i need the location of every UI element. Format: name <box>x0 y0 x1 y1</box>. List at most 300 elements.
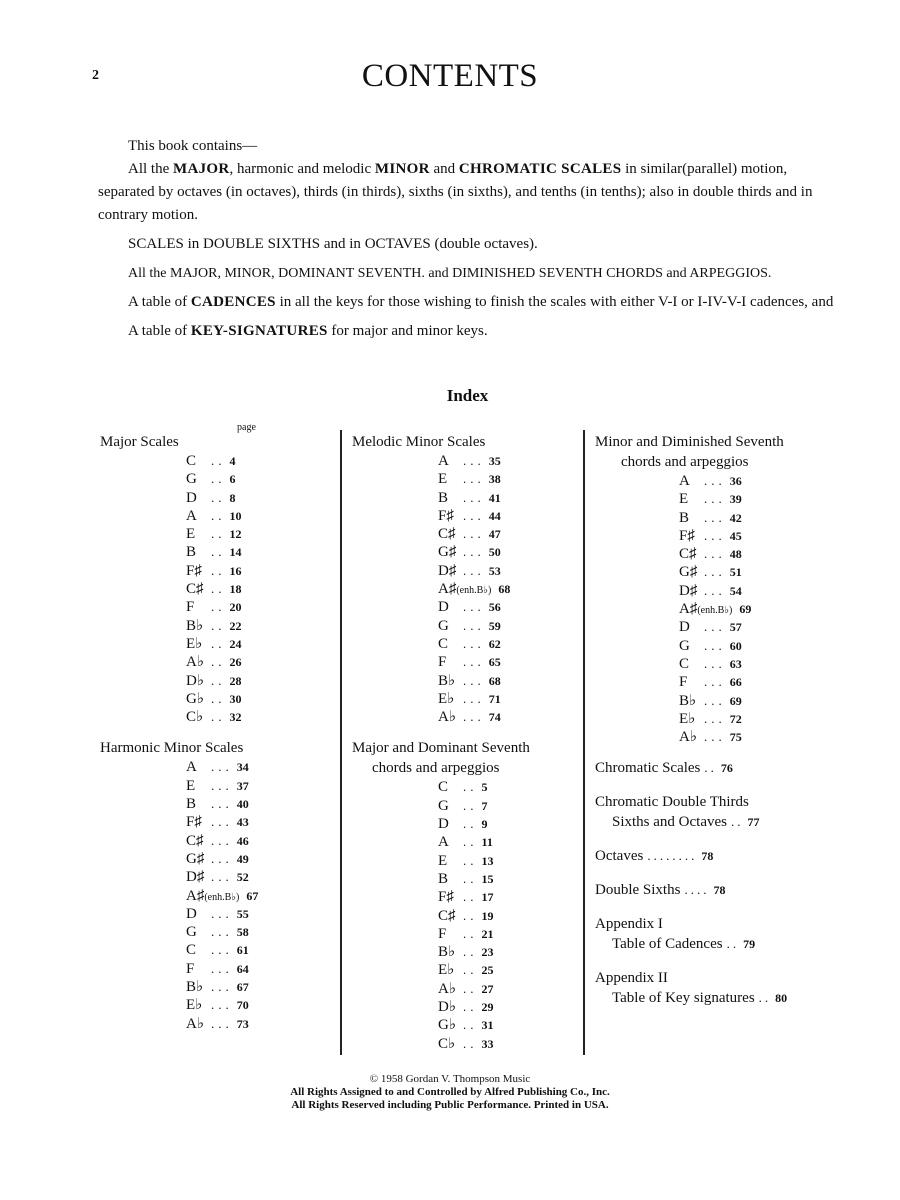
entry-page-number: 60 <box>729 638 742 653</box>
octaves-entry: Octaves ........ 78 <box>595 848 714 865</box>
entry-leader-dots: ... <box>211 850 233 866</box>
entry-page-number: 23 <box>481 945 494 960</box>
entry-leader-dots: ... <box>463 489 485 505</box>
entry-key: D <box>186 489 197 506</box>
entry-page-number: 58 <box>236 925 249 940</box>
entry-key: G♭ <box>438 1017 456 1034</box>
index-entry <box>186 452 335 470</box>
index-entry <box>186 1015 335 1033</box>
entry-key: G <box>679 637 690 654</box>
major-scales-list <box>100 452 335 726</box>
entry-page-number: 30 <box>229 691 242 706</box>
entry-key: D♭ <box>438 999 456 1016</box>
entry-page-number: 25 <box>481 963 494 978</box>
entry-page-number: 9 <box>481 817 488 832</box>
entry-leader-dots: ... <box>704 527 726 543</box>
entry-page-number: 57 <box>729 620 742 635</box>
index-entry <box>186 868 335 886</box>
copyright-notice <box>0 1073 900 1112</box>
harmonic-minor-list <box>100 758 335 1032</box>
index-entry <box>186 832 335 850</box>
entry-key: G♯ <box>679 564 698 581</box>
index-entry <box>438 797 580 815</box>
index-entry <box>438 852 580 870</box>
entry-page-number: 4 <box>229 454 236 468</box>
entry-key: E <box>186 526 196 543</box>
entry-leader-dots: ... <box>211 796 233 812</box>
entry-leader-dots: ... <box>463 635 485 651</box>
entry-key: E♭ <box>438 962 455 979</box>
entry-key: E <box>438 471 448 488</box>
entry-leader-dots: .. <box>211 581 226 597</box>
entry-leader-dots: ... <box>463 544 485 560</box>
entry-leader-dots: ... <box>211 979 233 995</box>
index-entry <box>438 580 580 598</box>
entry-leader-dots: ... <box>704 564 726 580</box>
entry-leader-dots: .. <box>211 489 226 505</box>
entry-key: F <box>186 960 195 977</box>
entry-page-number: 11 <box>481 835 493 850</box>
entry-leader-dots: .. <box>211 672 226 688</box>
entry-leader-dots: ... <box>704 692 726 708</box>
intro-paragraph-chords: All the MAJOR, MINOR, DOMINANT SEVENTH. and DIMINISHED SEVENTH CHORDS and ARPEGGIOS. <box>128 266 772 281</box>
entry-key: D <box>438 599 449 616</box>
index-entry <box>438 507 580 525</box>
entry-key: B <box>679 509 690 526</box>
entry-page-number: 26 <box>229 655 242 670</box>
intro-paragraph-sixths: SCALES in DOUBLE SIXTHS and in OCTAVES (double octaves). <box>128 236 538 252</box>
column-divider-right <box>583 430 585 1055</box>
entry-leader-dots: ... <box>463 471 485 487</box>
column-divider-left <box>340 430 342 1055</box>
index-entry <box>679 710 855 728</box>
entry-leader-dots: .. <box>211 617 226 633</box>
entry-leader-dots: .. <box>211 471 226 487</box>
entry-leader-dots: .. <box>463 907 478 923</box>
entry-page-number: 61 <box>236 943 249 958</box>
index-entry <box>186 996 335 1014</box>
entry-leader-dots: ... <box>463 526 485 542</box>
entry-leader-dots: .. <box>211 562 226 578</box>
entry-page-number: 70 <box>236 998 249 1013</box>
index-entry <box>438 1035 580 1053</box>
entry-key: A <box>438 834 449 851</box>
entry-key: F♯ <box>438 507 454 524</box>
index-entry <box>679 673 855 691</box>
entry-page-number: 63 <box>729 656 742 671</box>
entry-key: G♯ <box>438 544 457 561</box>
chromatic-scales-entry: Chromatic Scales .. 76 <box>595 760 733 777</box>
entry-page-number: 20 <box>229 600 242 615</box>
entry-page-number: 42 <box>729 510 742 525</box>
entry-page-number: 48 <box>729 547 742 562</box>
entry-leader-dots: .. <box>211 709 226 725</box>
entry-key: F♯ <box>438 889 454 906</box>
index-entry <box>679 527 855 545</box>
entry-key: A♭ <box>186 654 204 671</box>
entry-enharmonic-note: (enh.B♭) <box>697 605 733 617</box>
index-entry <box>438 690 580 708</box>
entry-page-number: 6 <box>229 472 236 487</box>
entry-key: A♭ <box>679 729 697 746</box>
entry-leader-dots: ... <box>211 942 233 958</box>
entry-key: F♯ <box>679 527 695 544</box>
entry-leader-dots: ... <box>463 654 485 670</box>
index-entry <box>438 998 580 1016</box>
entry-key: E♭ <box>186 635 203 652</box>
entry-leader-dots: ... <box>211 960 233 976</box>
entry-page-number: 51 <box>729 565 742 580</box>
entry-key: B♭ <box>438 672 456 689</box>
entry-leader-dots: ... <box>704 491 726 507</box>
entry-key: A <box>679 473 690 489</box>
entry-key: F <box>438 925 447 942</box>
index-entry <box>186 580 335 598</box>
entry-leader-dots: ... <box>211 832 233 848</box>
entry-page-number: 39 <box>729 492 742 507</box>
entry-key: C <box>438 635 449 652</box>
entry-leader-dots: .. <box>463 816 478 832</box>
index-column-3 <box>595 432 855 1008</box>
diminished-seventh-heading: Minor and Diminished Seventh <box>595 434 784 450</box>
entry-leader-dots: ... <box>211 1015 233 1031</box>
index-entry <box>679 509 855 527</box>
entry-leader-dots: .. <box>463 834 478 850</box>
entry-leader-dots: .. <box>463 944 478 960</box>
melodic-minor-list <box>352 452 580 726</box>
harmonic-minor-heading: Harmonic Minor Scales <box>100 740 244 757</box>
entry-leader-dots: ... <box>211 777 233 793</box>
dominant-seventh-subheading: chords and arpeggios <box>372 760 500 777</box>
entry-page-number: 67 <box>236 980 249 995</box>
entry-page-number: 5 <box>481 780 488 795</box>
index-entry <box>679 637 855 655</box>
diminished-seventh-subheading: chords and arpeggios <box>621 454 749 470</box>
index-entry <box>186 758 335 776</box>
entry-page-number: 67 <box>246 888 259 903</box>
entry-enharmonic-note: (enh.B♭) <box>204 891 240 903</box>
entry-page-number: 72 <box>729 711 742 726</box>
index-entry <box>186 562 335 580</box>
entry-key: A♯ <box>679 601 698 618</box>
entry-leader-dots: .. <box>463 1035 478 1051</box>
index-entry <box>438 925 580 943</box>
index-entry <box>438 943 580 961</box>
double-sixths-entry: Double Sixths .... 78 <box>595 882 726 899</box>
entry-page-number: 73 <box>236 1016 249 1031</box>
index-entry <box>438 778 580 796</box>
entry-leader-dots: ... <box>211 905 233 921</box>
entry-key: A <box>186 759 197 776</box>
index-title: Index <box>446 386 489 405</box>
entry-key: G♭ <box>186 690 204 707</box>
entry-leader-dots: ... <box>211 814 233 830</box>
entry-key: E♭ <box>186 997 203 1014</box>
index-entry <box>186 525 335 543</box>
entry-key: A♯ <box>186 887 205 904</box>
entry-page-number: 41 <box>488 490 501 505</box>
entry-leader-dots: ... <box>211 869 233 885</box>
entry-page-number: 44 <box>488 508 501 523</box>
entry-page-number: 16 <box>229 563 242 578</box>
index-entry <box>438 470 580 488</box>
index-entry <box>438 543 580 561</box>
entry-key: D♯ <box>438 562 457 579</box>
entry-key: C♯ <box>438 526 456 543</box>
entry-leader-dots: ... <box>463 453 485 468</box>
index-entry <box>679 600 855 618</box>
entry-key: A♭ <box>186 1015 204 1032</box>
entry-key: D♯ <box>679 582 698 599</box>
index-entry <box>186 941 335 959</box>
entry-key: D♭ <box>186 672 204 689</box>
entry-page-number: 62 <box>488 636 501 651</box>
entry-key: F <box>438 654 447 671</box>
entry-key: A <box>186 507 197 524</box>
entry-key: B <box>186 796 197 813</box>
index-entry <box>679 545 855 563</box>
copyright-line-2: All Rights Assigned to and Controlled by Alfred Publishing Co., Inc. <box>290 1086 610 1098</box>
entry-key: E <box>186 777 196 794</box>
entry-leader-dots: ... <box>463 562 485 578</box>
entry-key: C♭ <box>186 709 204 726</box>
intro-text <box>98 135 838 343</box>
index-entry <box>186 653 335 671</box>
entry-page-number: 35 <box>488 454 501 468</box>
entry-page-number: 7 <box>481 798 488 813</box>
entry-leader-dots: ... <box>704 655 726 671</box>
index-entry <box>679 728 855 746</box>
index-entry <box>186 978 335 996</box>
entry-leader-dots: .. <box>211 544 226 560</box>
entry-leader-dots: ... <box>463 507 485 523</box>
index-column-1 <box>100 432 335 1033</box>
entry-page-number: 24 <box>229 636 242 651</box>
index-entry <box>186 795 335 813</box>
index-entry <box>679 582 855 600</box>
index-column-2 <box>352 432 580 1053</box>
entry-page-number: 45 <box>729 528 742 543</box>
entry-leader-dots: .. <box>463 1017 478 1033</box>
intro-paragraph-cadences: A table of CADENCES in all the keys for those wishing to finish the scales with either V-I or I-IV-V-I cadences, and <box>128 294 834 310</box>
entry-key: D <box>186 905 197 922</box>
entry-leader-dots: ... <box>704 729 726 745</box>
index-entry <box>438 980 580 998</box>
index-entry <box>186 905 335 923</box>
index-entry <box>186 708 335 726</box>
entry-key: E♭ <box>438 690 455 707</box>
entry-page-number: 33 <box>481 1036 494 1051</box>
entry-leader-dots: ... <box>704 509 726 525</box>
entry-key: C♭ <box>438 1035 456 1052</box>
entry-key: D♯ <box>186 869 205 886</box>
entry-leader-dots: ... <box>463 617 485 633</box>
entry-page-number: 10 <box>229 508 242 523</box>
index-entry <box>186 690 335 708</box>
entry-leader-dots: ... <box>704 674 726 690</box>
index-entry <box>438 489 580 507</box>
entry-page-number: 27 <box>481 981 494 996</box>
entry-page-number: 54 <box>729 583 742 598</box>
entry-page-number: 18 <box>229 582 242 597</box>
diminished-seventh-list <box>595 472 855 746</box>
entry-page-number: 74 <box>488 710 501 725</box>
entry-key: C♯ <box>438 907 456 924</box>
entry-leader-dots: .. <box>211 635 226 651</box>
dominant-seventh-heading: Major and Dominant Seventh <box>352 740 530 757</box>
entry-page-number: 8 <box>229 490 236 505</box>
entry-page-number: 50 <box>488 545 501 560</box>
entry-key: E <box>679 491 689 508</box>
entry-page-number: 71 <box>488 691 501 706</box>
entry-key: F <box>186 599 195 616</box>
index-entry <box>186 598 335 616</box>
page-number: 2 <box>92 68 99 83</box>
entry-page-number: 69 <box>739 602 752 617</box>
index-entry <box>186 672 335 690</box>
entry-key: A <box>438 453 449 469</box>
entry-key: C <box>186 453 197 469</box>
entry-leader-dots: ... <box>704 546 726 562</box>
entry-leader-dots: ... <box>704 582 726 598</box>
copyright-line-1: © 1958 Gordan V. Thompson Music <box>369 1073 531 1085</box>
index-entry <box>438 888 580 906</box>
entry-key: E <box>438 852 448 869</box>
entry-leader-dots: .. <box>463 852 478 868</box>
entry-leader-dots: .. <box>463 980 478 996</box>
entry-page-number: 64 <box>236 961 249 976</box>
entry-leader-dots: ... <box>211 759 233 775</box>
entry-key: B <box>438 870 449 887</box>
entry-key: B <box>186 544 197 561</box>
entry-page-number: 13 <box>481 853 494 868</box>
page-column-label: page <box>237 422 256 433</box>
entry-key: C <box>679 655 690 672</box>
index-entry <box>186 635 335 653</box>
entry-leader-dots: ... <box>463 599 485 615</box>
entry-page-number: 65 <box>488 655 501 670</box>
index-entry <box>186 543 335 561</box>
entry-page-number: 37 <box>236 778 249 793</box>
index-entry <box>438 833 580 851</box>
index-entry <box>186 960 335 978</box>
entry-page-number: 53 <box>488 563 501 578</box>
entry-key: C <box>438 779 449 796</box>
index-entry <box>438 525 580 543</box>
index-entry <box>438 562 580 580</box>
index-entry <box>438 672 580 690</box>
entry-page-number: 29 <box>481 1000 494 1015</box>
index-entry <box>186 813 335 831</box>
entry-key: B♭ <box>679 692 697 709</box>
entry-page-number: 46 <box>236 833 249 848</box>
entry-leader-dots: .. <box>463 889 478 905</box>
entry-key: C♯ <box>186 832 204 849</box>
entry-page-number: 43 <box>236 815 249 830</box>
entry-page-number: 66 <box>729 675 742 690</box>
index-entry <box>186 507 335 525</box>
entry-page-number: 40 <box>236 797 249 812</box>
entry-page-number: 38 <box>488 472 501 487</box>
entry-page-number: 69 <box>729 693 742 708</box>
entry-leader-dots: ... <box>463 672 485 688</box>
entry-leader-dots: .. <box>211 507 226 523</box>
entry-key: D <box>438 816 449 833</box>
index-entry <box>438 907 580 925</box>
entry-leader-dots: .. <box>463 999 478 1015</box>
page-title: CONTENTS <box>361 58 539 94</box>
index-entry <box>438 961 580 979</box>
entry-enharmonic-note: (enh.B♭) <box>456 585 492 597</box>
index-entry <box>679 655 855 673</box>
entry-page-number: 68 <box>498 582 511 597</box>
index-entry <box>679 618 855 636</box>
entry-leader-dots: .. <box>463 962 478 978</box>
major-scales-heading: Major Scales <box>100 434 179 450</box>
entry-leader-dots: ... <box>463 690 485 706</box>
entry-key: B♭ <box>186 617 204 634</box>
index-entry <box>679 563 855 581</box>
intro-lead: This book contains— <box>128 138 258 154</box>
entry-page-number: 47 <box>488 527 501 542</box>
appendix-2-entry: Appendix II Table of Key signatures .. 80 <box>595 970 788 1007</box>
entry-key: A♯ <box>438 581 457 598</box>
entry-key: C♯ <box>186 581 204 598</box>
index-entry <box>186 777 335 795</box>
entry-key: A♭ <box>438 709 456 726</box>
index-entry <box>438 653 580 671</box>
entry-key: B <box>438 489 449 506</box>
index-entry <box>186 489 335 507</box>
index-entry <box>438 635 580 653</box>
entry-key: C♯ <box>679 546 697 563</box>
entry-leader-dots: .. <box>211 526 226 542</box>
entry-leader-dots: .. <box>463 797 478 813</box>
index-entry <box>186 887 335 905</box>
entry-page-number: 52 <box>236 870 249 885</box>
entry-key: B♭ <box>186 979 204 996</box>
entry-key: G <box>438 797 449 814</box>
index-entry <box>438 617 580 635</box>
index-entry <box>186 923 335 941</box>
entry-page-number: 68 <box>488 673 501 688</box>
entry-key: C <box>186 942 197 959</box>
index-entry <box>186 470 335 488</box>
entry-page-number: 34 <box>236 760 249 775</box>
index-entry <box>438 1016 580 1034</box>
melodic-minor-heading: Melodic Minor Scales <box>352 434 486 450</box>
entry-page-number: 17 <box>481 890 494 905</box>
entry-leader-dots: ... <box>704 710 726 726</box>
index-entry <box>186 850 335 868</box>
entry-page-number: 15 <box>481 871 494 886</box>
index-entry <box>438 708 580 726</box>
index-entry <box>438 452 580 470</box>
entry-key: E♭ <box>679 710 696 727</box>
entry-leader-dots: .. <box>211 453 226 468</box>
entry-key: G <box>186 471 197 488</box>
entry-leader-dots: ... <box>704 619 726 635</box>
entry-page-number: 49 <box>236 851 249 866</box>
entry-leader-dots: .. <box>211 654 226 670</box>
entry-key: B♭ <box>438 944 456 961</box>
entry-leader-dots: ... <box>704 473 726 488</box>
entry-page-number: 75 <box>729 730 742 745</box>
entry-page-number: 55 <box>236 906 249 921</box>
appendix-1-entry: Appendix I Table of Cadences .. 79 <box>595 916 756 953</box>
index-entry <box>438 870 580 888</box>
index-entry <box>679 692 855 710</box>
